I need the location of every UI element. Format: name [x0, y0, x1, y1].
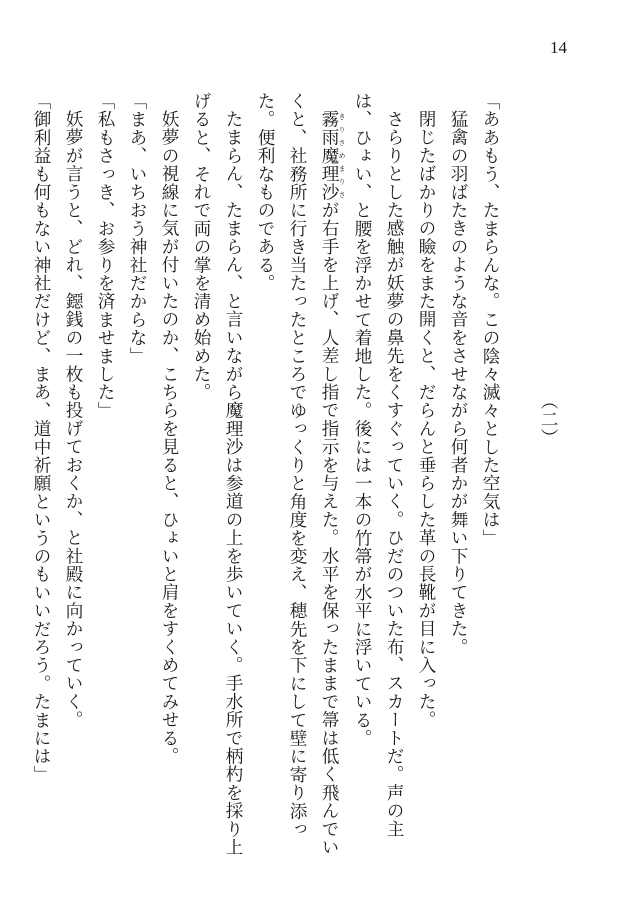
paragraph: 猛禽の羽ばたきのような音をさせながら何者かが舞い下りてきた。: [448, 109, 468, 656]
paragraph: 「まあ、いちおう神社だからな」: [127, 92, 147, 365]
chapter-heading: （二）: [538, 392, 558, 447]
paragraph: さらりとした感触が妖夢の鼻先をくすぐっていく。ひだのついた布、スカートだ。声の主は、ひょい、と腰を浮かせて着地した。後には一本の竹箒が水平に浮いている。: [352, 92, 404, 838]
ruby-name: 霧雨魔理沙 きりさめまりさ: [319, 109, 346, 201]
paragraph: 閉じたばかりの瞼をまた開くと、だらんと垂らした革の長靴が目に入った。: [416, 109, 436, 729]
paragraph: たまらん、たまらん、と言いながら魔理沙は参道の上を歩いていく。手水所で柄杓を採り上げると、それで両の掌を清め始めた。: [191, 92, 243, 856]
paragraph-with-ruby: [249, 92, 346, 872]
paragraph: 「ああもう、たまらんな。この陰々滅々とした空気は」: [480, 92, 500, 547]
paragraph-rest: が右手を上げ、人差し指で指示を与えた。水平を保ったままで箒は低く飛んでいくと、社務所に行き当たったところでゆっくりと角度を変え、穂先を下にして壁に寄り添った。便利なものである。: [255, 92, 339, 856]
page-number: 14: [550, 38, 567, 57]
paragraph: 「御利益も何もない神社だけど、まあ、道中祈願というのもいいだろう。たまには」: [31, 92, 51, 784]
vertical-text-block: [31, 92, 564, 872]
paragraph: 妖夢の視線に気が付いたのか、こちらを見ると、ひょいと肩をすくめてみせる。: [159, 109, 179, 765]
paragraph: 妖夢が言うと、どれ、鐚銭の一枚も投げておくか、と社殿に向かっていく。: [63, 109, 83, 729]
paragraph: 「私もさっき、お参りを済ませました」: [95, 92, 115, 420]
